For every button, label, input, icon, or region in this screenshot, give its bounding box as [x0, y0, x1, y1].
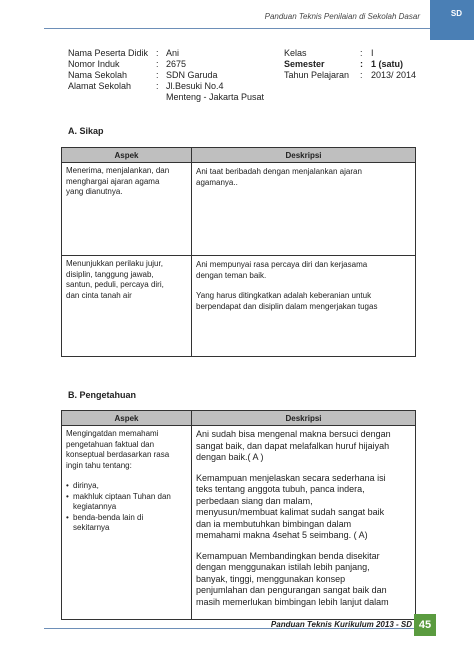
deskripsi-line: Kemampuan menjelaskan secara sederhana isi [196, 472, 386, 483]
deskripsi-line: Ani mempunyai rasa percaya diri dan kerjasama [196, 260, 368, 269]
deskripsi-line: dengan menggunakan istilah lebih panjang, [196, 562, 370, 572]
deskripsi-line: penjumlahan dan pengurangan sangat baik dan [196, 585, 387, 595]
column-header-deskripsi: Deskripsi [192, 411, 416, 426]
header-tab [430, 0, 474, 40]
info-label: Nama Peserta Didik [68, 48, 149, 58]
info-colon: : [156, 70, 159, 80]
aspek-line: menghargai ajaran agama [66, 176, 160, 186]
section-title-sikap: A. Sikap [68, 126, 104, 136]
aspek-line: dan cinta tanah air [66, 290, 132, 300]
deskripsi-line: Ani taat beribadah dengan menjalankan ajaran [196, 167, 362, 176]
deskripsi-line: memahami makna 4sehat 5 seimbang. ( A) [196, 530, 368, 540]
deskripsi-line: Ani sudah bisa mengenal makna bersuci dengan [196, 429, 391, 439]
info-label: Nomor Induk [68, 59, 120, 69]
info-label: Alamat Sekolah [68, 81, 132, 91]
deskripsi-line: agamanya.. [196, 178, 238, 187]
aspek-line: yang dianutnya. [66, 187, 123, 196]
deskripsi-line: sangat baik, dan dapat melafalkan huruf hijaiyah [196, 440, 390, 451]
header-rule [44, 28, 430, 29]
sikap-table [61, 147, 416, 357]
table-row [62, 426, 416, 620]
info-colon: : [360, 48, 363, 58]
info-label: Kelas [284, 48, 307, 58]
aspek-line: ingin tahu tentang: [66, 460, 132, 470]
aspek-line: disiplin, tanggung jawab, [66, 269, 154, 279]
aspek-line: pengetahuan faktual dan [66, 439, 155, 449]
aspek-line: konseptual berdasarkan rasa [66, 450, 170, 459]
deskripsi-line: Kemampuan Membandingkan benda disekitar [196, 550, 380, 561]
deskripsi-line: masih memerlukan bimbingan lebih lanjut dalam [196, 596, 389, 607]
deskripsi-line: banyak, tinggi, menggunakan konsep [196, 573, 346, 584]
info-label: Semester [284, 59, 325, 69]
header-tab-label: SD [450, 9, 462, 18]
info-colon: : [360, 70, 363, 80]
info-value: 1 (satu) [371, 59, 404, 69]
list-item: • dirinya, [66, 481, 187, 492]
deskripsi-line: dan ia membutuhkan bimbingan dalam [196, 518, 352, 529]
info-label: Tahun Pelajaran [284, 70, 350, 80]
deskripsi-line: teks tentang anggota tubuh, panca indera, [196, 484, 365, 494]
header-title: Panduan Teknis Penilaian di Sekolah Dasar [264, 12, 420, 21]
deskripsi-cell [192, 426, 416, 620]
column-header-aspek: Aspek [62, 148, 192, 163]
info-value: 2013/ 2014 [371, 70, 417, 80]
aspek-line: santun, peduli, percaya diri, [66, 280, 164, 289]
info-colon: : [156, 48, 159, 58]
deskripsi-line: dengan teman baik. [196, 271, 267, 280]
table-row [62, 163, 416, 256]
info-value: 2675 [166, 59, 187, 69]
deskripsi-line: dengan baik.( A ) [196, 452, 264, 462]
aspek-cell [62, 163, 192, 256]
deskripsi-cell [192, 256, 416, 357]
pengetahuan-table [61, 410, 416, 620]
info-colon: : [156, 59, 159, 69]
aspek-cell [62, 256, 192, 357]
column-header-deskripsi: Deskripsi [192, 148, 416, 163]
info-value: SDN Garuda [166, 70, 218, 80]
deskripsi-line: menyusun/membuat kalimat sudah sangat baik [196, 507, 385, 517]
deskripsi-line: Yang harus ditingkatkan adalah keberanian untuk [196, 291, 372, 300]
aspek-line: Mengingatdan memahami [66, 429, 159, 438]
deskripsi-line: perbedaan siang dan malam, [196, 495, 313, 506]
deskripsi-line: berpendapat dan disiplin dalam mengerjakan tugas [196, 302, 378, 311]
info-colon: : [156, 81, 159, 91]
footer-title: Panduan Teknis Kurikulum 2013 - SD [270, 620, 412, 629]
topic-list [66, 481, 187, 534]
deskripsi-cell [192, 163, 416, 256]
info-label: Nama Sekolah [68, 70, 128, 80]
aspek-line: Menerima, menjalankan, dan [66, 166, 170, 175]
table-row [62, 256, 416, 357]
page-number: 45 [414, 614, 436, 636]
list-item: • benda-benda lain di sekitarnya [66, 513, 187, 534]
info-value: Menteng - Jakarta Pusat [166, 92, 265, 102]
info-value: Ani [166, 48, 180, 58]
info-colon: : [360, 59, 363, 69]
column-header-aspek: Aspek [62, 411, 192, 426]
list-item: • makhluk ciptaan Tuhan dan kegiatannya [66, 492, 187, 513]
aspek-line: Menunjukkan perilaku jujur, [66, 259, 163, 268]
section-title-pengetahuan: B. Pengetahuan [68, 390, 137, 400]
info-value: Jl.Besuki No.4 [166, 81, 224, 91]
info-value: I [371, 48, 374, 58]
aspek-cell [62, 426, 192, 620]
